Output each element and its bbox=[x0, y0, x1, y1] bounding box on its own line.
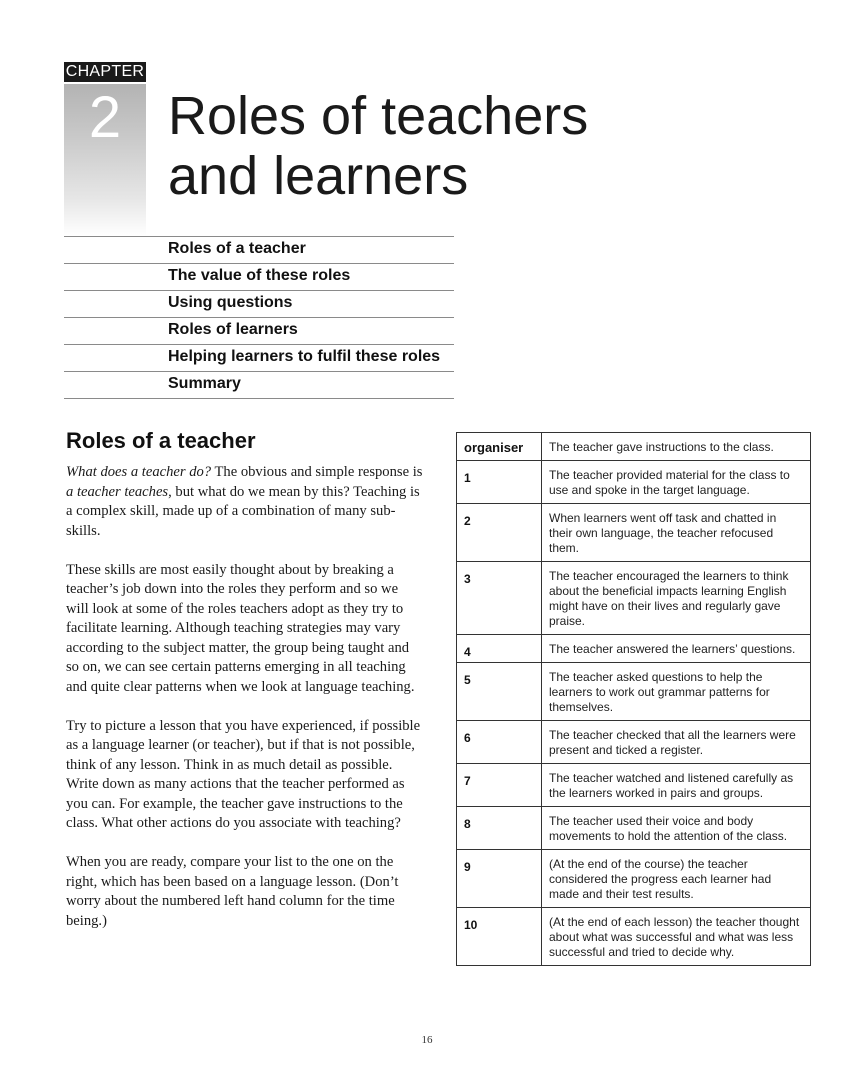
role-cell: 7 bbox=[457, 764, 542, 807]
action-cell: The teacher checked that all the learners were present and ticked a register. bbox=[542, 721, 811, 764]
action-cell: The teacher gave instructions to the class. bbox=[542, 433, 811, 461]
table-row bbox=[457, 461, 811, 504]
action-cell: The teacher watched and listened carefully as the learners worked in pairs and groups. bbox=[542, 764, 811, 807]
role-cell: 8 bbox=[457, 807, 542, 850]
chapter-title-line-1: Roles of teachers bbox=[168, 86, 589, 146]
toc-item bbox=[64, 263, 454, 290]
role-cell: 9 bbox=[457, 850, 542, 908]
table-row bbox=[457, 764, 811, 807]
paragraph: Try to picture a lesson that you have experienced, if possible as a language learner (or teacher), but if that is not possible, think of any lesson. Think in as much detail as possible. Write down as many actions that the teacher performed as you can. For example, the teacher gave instructions to the class. What other actions do you associate with teaching? bbox=[66, 717, 421, 831]
table-row bbox=[457, 908, 811, 966]
chapter-contents bbox=[64, 236, 454, 399]
table-row bbox=[457, 807, 811, 850]
table-row bbox=[457, 562, 811, 635]
toc-item-label: Roles of learners bbox=[168, 321, 298, 338]
paragraph: These skills are most easily thought about by breaking a teacher’s job down into the roles they perform and so we will look at some of the roles teachers adopt as they try to facilitate learning. Although teaching strategies may vary according to the subject matter, the group being taught and so on, we can see certain patterns emerging in all teaching and quite clear patterns when we look at language teaching. bbox=[66, 561, 415, 695]
toc-item bbox=[64, 236, 454, 263]
action-cell: The teacher provided material for the class to use and spoke in the target language. bbox=[542, 461, 811, 504]
table-row bbox=[457, 504, 811, 562]
paragraph-text: The obvious and simple response is bbox=[211, 464, 423, 480]
table-row bbox=[457, 721, 811, 764]
action-cell: The teacher encouraged the learners to think about the beneficial impacts learning English might have on their lives and regularly gave praise. bbox=[542, 562, 811, 635]
table-row bbox=[457, 433, 811, 461]
action-cell: The teacher used their voice and body movements to hold the attention of the class. bbox=[542, 807, 811, 850]
action-cell: (At the end of the course) the teacher considered the progress each learner had made and their test results. bbox=[542, 850, 811, 908]
chapter-label: CHAPTER bbox=[65, 63, 145, 80]
toc-item bbox=[64, 344, 454, 371]
italic-question: What does a teacher do? bbox=[66, 464, 212, 480]
role-cell: organiser bbox=[457, 433, 542, 461]
role-cell: 10 bbox=[457, 908, 542, 966]
role-cell: 1 bbox=[457, 461, 542, 504]
section-heading: Roles of a teacher bbox=[66, 428, 256, 453]
paragraph-text: , but what do we mean by this? Teaching is a complex skill, made up of a combination of many sub-skills. bbox=[66, 483, 420, 539]
role-cell: 3 bbox=[457, 562, 542, 635]
toc-item bbox=[64, 371, 454, 399]
teacher-actions-table bbox=[456, 432, 811, 966]
table-row bbox=[457, 663, 811, 721]
action-cell: The teacher asked questions to help the learners to work out grammar patterns for themselves. bbox=[542, 663, 811, 721]
role-cell: 6 bbox=[457, 721, 542, 764]
toc-item-label: The value of these roles bbox=[168, 267, 351, 284]
action-cell: When learners went off task and chatted in their own language, the teacher refocused them. bbox=[542, 504, 811, 562]
action-cell: (At the end of each lesson) the teacher thought about what was successful and what was less successful and tried to decide why. bbox=[542, 908, 811, 966]
toc-item bbox=[64, 290, 454, 317]
italic-phrase: a teacher teaches bbox=[66, 483, 169, 500]
body-text bbox=[66, 463, 424, 951]
role-cell: 5 bbox=[457, 663, 542, 721]
chapter-number: 2 bbox=[88, 85, 122, 150]
role-cell: 4 bbox=[457, 635, 542, 663]
toc-item-label: Helping learners to fulfil these roles bbox=[168, 348, 441, 365]
table-row bbox=[457, 635, 811, 663]
toc-item-label: Roles of a teacher bbox=[168, 240, 306, 257]
page-number: 16 bbox=[421, 1034, 433, 1046]
paragraph bbox=[66, 463, 424, 541]
chapter-title-line-2: and learners bbox=[168, 146, 469, 206]
action-cell: The teacher answered the learners’ questions. bbox=[542, 635, 811, 663]
table-row bbox=[457, 850, 811, 908]
toc-item-label: Using questions bbox=[168, 294, 293, 311]
paragraph: When you are ready, compare your list to the one on the right, which has been based on a language lesson. (Don’t worry about the numbered left hand column for the time being.) bbox=[66, 854, 399, 929]
role-cell: 2 bbox=[457, 504, 542, 562]
toc-item-label: Summary bbox=[168, 375, 241, 392]
chapter-title bbox=[168, 86, 808, 206]
toc-item bbox=[64, 317, 454, 344]
